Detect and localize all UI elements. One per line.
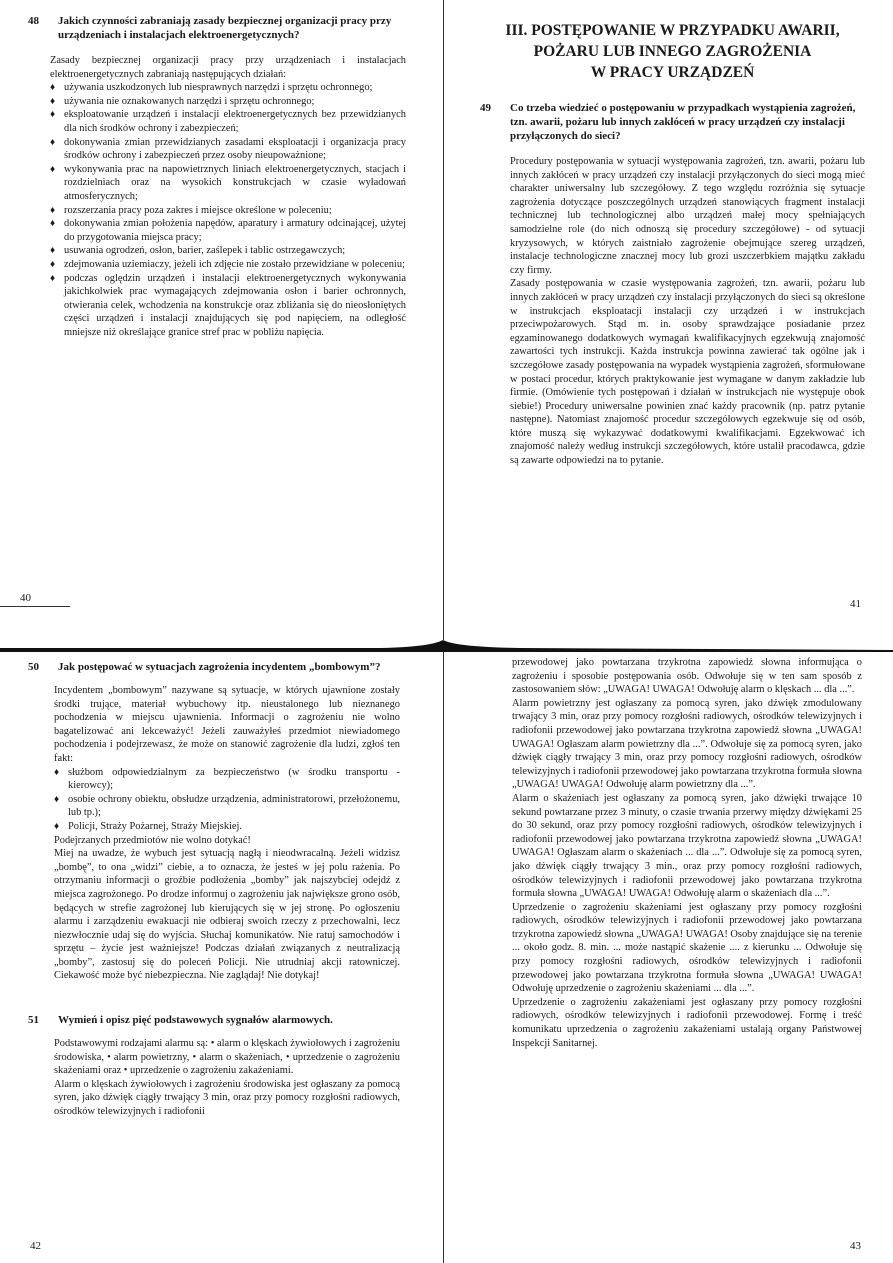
report-to-list <box>54 766 400 834</box>
question-number: 50 <box>28 661 39 673</box>
question-number: 48 <box>28 15 39 27</box>
question-number: 49 <box>480 102 491 114</box>
page-fold-divider <box>0 640 893 652</box>
paragraph: Podstawowymi rodzajami alarmu są: • alarm o klęskach żywiołowych i zagrożeniu środowiska, • alarm powietrzny, • alarm o skażeniach, • uprzedzenie o zagrożeniu skażeniami oraz • uprzedzenie o zagrożeniu zakażeniami. <box>54 1038 400 1077</box>
paragraph: Procedury postępowania w sytuacji występowania zagrożeń, tzn. awarii, pożaru lub innych zakłóceń w pracy urządzeń czy instalacji przyłączonych do sieci mogą mieć charakter uniwersalny lub szczegółowy. Z tego względu rozróżnia się sytuacje zagrożenia dotyczące poszczególnych urządzeń stanowiących fragment instalacji technicznej lub technologicznej albo urządzeń małej mocy spełniających samodzielne role (do nich odnoszą się procedury szczegółowe) - od sytuacji kryzysowych, w których zaistniało zagrożenie obejmujące szereg urządzeń, instalacje technologiczne znacznej mocy lub grozi uszczerbkiem majątku zakładu czy firmy. <box>510 156 865 276</box>
chapter-title: III. POSTĘPOWANIE W PRZYPADKU AWARII, POŻARU LUB INNEGO ZAGROŻENIA W PRACY URZĄDZEŃ <box>505 22 840 81</box>
paragraph: Uprzedzenie o zagrożeniu skażeniami jest ogłaszany przy pomocy rozgłośni radiowych, ośrodków telewizyjnych i radiofonii przewodowej jako powtarzana trzykrotna zapowiedź słowna „UWAGA! UWAGA! Osoby znajdujące się na terenie ... około godz. 8. min. ... może nastąpić skażenie .... z kierunku ... Odwołuje się przy pomocy rozgłośni radiowych, ośrodków telewizyjnych i radiofonii przewodowej jako powtarzana trzykrotna formuła słowna „UWAGA! UWAGA! Odwołuję uprzedzenie o zagrożeniu skażeniami ... dla ...”. <box>512 901 862 995</box>
list-item: ♦ osobie ochrony obiektu, obsłudze urządzenia, administratorowi, przełożonemu, lub tp.); <box>54 793 400 820</box>
list-item: ♦ zdejmowania uziemiaczy, jeżeli ich zdjęcie nie zostało przewidziane w poleceniu; <box>50 258 406 272</box>
list-item: ♦ eksploatowanie urządzeń i instalacji elektroenergetycznych bez przewidzianych dla nich środków ochrony i zabezpieczeń; <box>50 108 406 135</box>
paragraph: Alarm powietrzny jest ogłaszany za pomocą syren, jako dźwięk zmodulowany trwający 3 min, oraz przy pomocy rozgłośni radiowych, ośrodków telewizyjnych i radiofonii przewodowej jako powtarzana trzykrotna zapowiedź słowna „UWAGA! UWAGA! Ogłaszam alarm powietrzny dla ...”. Odwołuje się za pomocą syren, jako dźwięk ciągły trwający 3 min, oraz przy pomocy rozgłośni radiowych, ośrodków telewizyjnych i radiofonii przewodowej jako powtarzana trzykrotna formuła słowna „UWAGA! UWAGA! Odwołuję alarm powietrzny dla ...”. <box>512 697 862 791</box>
paragraph: Alarm o klęskach żywiołowych i zagrożeniu środowiska jest ogłaszany za pomocą syren, jako dźwięk ciągły trwający 3 min, oraz przy pomocy rozgłośni radiowych, ośrodków telewizyjnych i radiofonii <box>54 1078 400 1118</box>
question-title: Wymień i opisz pięć podstawowych sygnałów alarmowych. <box>58 1014 333 1027</box>
paragraph: Zasady postępowania w czasie występowania zagrożeń, tzn. awarii, pożaru lub innych zakłóceń w pracy urządzeń czy instalacji przyłączonych do sieci są określone w instrukcjach eksploatacji instalacji czy urządzeń i w instrukcjach przeciwpożarowych. Stąd m. in. osoby sprawdzające posiadanie przez egzaminowanego dodatkowych wymagań kwalifikacyjnych egzekwują znajomość zawartości tych instrukcji. Każda instrukcja powinna zawierać tak ogólne jak i szczegółowe zasady postępowania na wypadek wystąpienia zagrożeń, sformułowane w postaci procedur, których praktykowanie jest wymagane w danym zakładzie lub firmie. (Omówienie tych postępowań i działań w instrukcjach nie występuje obok siebie!) Procedury uniwersalne powinien znać każdy pracownik (np. patrz pytanie następne). Natomiast znajomość procedur szczegółowych egzekwuje się od osób, które muszą się wykazywać dodatkowymi kwalifikacjami. Egzekwować ich znajomość należy według instrukcji szczegółowych, które ustalił pracodawca, gdzie są zawarte odpowiedzi na to pytanie. <box>510 278 865 467</box>
list-item: ♦ usuwania ogrodzeń, osłon, barier, zaślepek i tablic ostrzegawczych; <box>50 244 406 258</box>
page-43 <box>512 656 862 1050</box>
paragraph: Incydentem „bombowym” nazywane są sytuacje, w których ujawnione zostały środki trujące, materiał wybuchowy itp. nieustalonego lub nieznanego pochodzenia w miejscu ujawnienia. Informacji o zagrożeniu nie wolno bagatelizować ani lekceważyć! Jeżeli zauważyłeś przedmiot niewiadomego pochodzenia i podejrzewasz, że może on stanowić zagrożenie dla ludzi, zgłoś ten fakt: <box>54 685 400 764</box>
list-item: ♦ służbom odpowiedzialnym za bezpieczeństwo (w środku transportu - kierowcy); <box>54 766 400 793</box>
question-50 <box>28 660 400 674</box>
page-40 <box>28 14 406 339</box>
paragraph: Alarm o skażeniach jest ogłaszany za pomocą syren, jako dźwięki trwające 10 sekund powtarzane przez 3 minuty, o czasie trwania przerwy między dźwiękami 25 do 30 sekund, oraz przy pomocy rozgłośni radiowych, ośrodków telewizyjnych i radiofonii przewodowej jako powtarzana trzykrotna zapowiedź słowna „UWAGA! UWAGA! Ogłaszam alarm o skażeniach ... dla ...”. Odwołuje się za pomocą syren, jako dźwięk ciągły trwający 3 min., oraz przy pomocy rozgłośni radiowych, ośrodków telewizyjnych i radiofonii przewodowej jako powtarzana trzykrotna formuła słowna „UWAGA! UWAGA! Odwołuję alarm o skażeniach dla ...”. <box>512 792 862 900</box>
question-48 <box>28 14 406 42</box>
list-item: ♦ rozszerzania pracy poza zakres i miejsce określone w poleceniu; <box>50 204 406 218</box>
paragraph: Podejrzanych przedmiotów nie wolno dotykać! <box>54 834 251 846</box>
list-item: ♦ dokonywania zmian przewidzianych zasadami eksploatacji i organizacja pracy środków ochrony i zabezpieczeń przez osoby nieupoważnione; <box>50 136 406 163</box>
page-42 <box>28 660 400 1119</box>
paragraph: Miej na uwadze, że wybuch jest sytuacją nagłą i nieodwracalną. Jeżeli widzisz „bombę”, to ona „widzi” ciebie, a to oznacza, że jesteś w jej polu rażenia. Po otrzymaniu informacji o groźbie podłożenia „bomby” jak najszybciej odejdź z miejsca zagrożonego. Po drodze informuj o zagrożeniu jak największe grono osób, będących w strefie zagrożonej lub kierujących się w jej stronę. Po ogłoszeniu alarmu i zarządzeniu ewakuacji nie odbieraj swoich rzeczy z przechowalni, lecz niezwłocznie udaj się do wyjścia. Słuchaj komunikatów. Nie ratuj samochodów i sprzętu – życie jest ważniejsze! Podczas działań związanych z neutralizacją „bomby”, zastosuj się do poleceń Policji. Nie utrudniaj akcji ratowniczej. Ciekawość może być niebezpieczna. Nie zaglądaj! Nie dotykaj! <box>54 848 400 982</box>
question-number: 51 <box>28 1014 39 1027</box>
question-49 <box>480 101 865 143</box>
center-gutter-bottom <box>443 652 444 1263</box>
question-51 <box>28 1013 400 1027</box>
list-item: ♦ wykonywania prac na napowietrznych liniach elektroenergetycznych, stacjach i rozdzielniach oraz na wysokich konstrukcjach w czasie wyładowań atmosferycznych; <box>50 163 406 204</box>
page-number-42: 42 <box>30 1240 41 1252</box>
page40-rule <box>0 606 70 607</box>
list-item: ♦ dokonywania zmian położenia napędów, aparatury i armatury odcinającej, użytej do przygotowania miejsca pracy; <box>50 217 406 244</box>
page-number-40: 40 <box>20 592 31 604</box>
question-title: Jakich czynności zabraniają zasady bezpiecznej organizacji pracy przy urządzeniach i instalacjach elektroenergetycznych? <box>58 15 392 41</box>
page-41 <box>480 20 865 468</box>
question-title: Co trzeba wiedzieć o postępowaniu w przypadkach wystąpienia zagrożeń, tzn. awarii, pożaru lub innych zakłóceń w pracy urządzeń czy instalacji przyłączonych do sieci? <box>510 102 856 142</box>
list-item: ♦ używania uszkodzonych lub niesprawnych narzędzi i sprzętu ochronnego; <box>50 81 406 95</box>
page-number-43: 43 <box>850 1240 861 1252</box>
list-item: ♦ Policji, Straży Pożarnej, Straży Miejskiej. <box>54 820 400 834</box>
prohibited-actions-list <box>50 81 406 339</box>
list-item: ♦ używania nie oznakowanych narzędzi i sprzętu ochronnego; <box>50 95 406 109</box>
page-number-41: 41 <box>850 598 861 610</box>
question-title: Jak postępować w sytuacjach zagrożenia incydentem „bombowym”? <box>58 661 381 673</box>
paragraph: Uprzedzenie o zagrożeniu zakażeniami jest ogłaszany przy pomocy rozgłośni radiowych, ośrodków telewizyjnych i radiofonii przewodowej. Formę i treść komunikatu uprzedzenia o zagrożeniu zakażeniami ustalają organy Państwowej Inspekcji Sanitarnej. <box>512 996 862 1049</box>
list-item: ♦ podczas oględzin urządzeń i instalacji elektroenergetycznych wykonywania jakichkolwiek prac wymagających zdejmowania osłon i barier ochronnych, otwierania celek, wchodzenia na konstrukcje oraz zbliżania się do nieosłoniętych części urządzeń i instalacji znajdujących się pod napięciem, na odległość mniejsze niż określające granice stref prac w pobliżu napięcia. <box>50 272 406 340</box>
paragraph: Zasady bezpiecznej organizacji pracy przy urządzeniach i instalacjach elektroenergetycznych zabraniają następujących działań: <box>50 55 406 80</box>
paragraph: przewodowej jako powtarzana trzykrotna zapowiedź słowna informująca o zagrożeniu i sposobie postępowania osób. Odwołuje się w ten sam sposób z zastosowaniem słów: „UWAGA! UWAGA! Odwołuję alarm o klęskach ... dla ...”. <box>512 657 862 696</box>
center-gutter-top <box>443 0 444 640</box>
